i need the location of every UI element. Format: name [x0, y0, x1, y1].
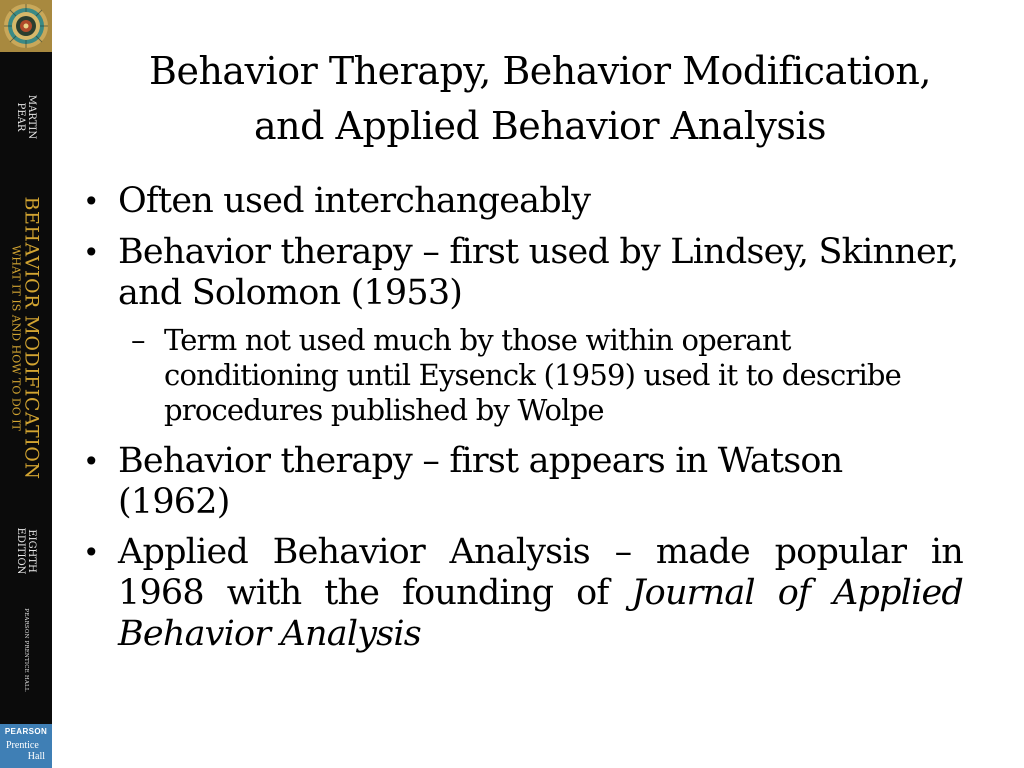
- journal-title: Journal of Applied Behavior Analysis: [118, 573, 963, 654]
- pearson-prentice-hall-logo: [0, 724, 52, 768]
- spine-book-title: BEHAVIOR MODIFICATION: [20, 196, 43, 480]
- book-spine: [0, 0, 52, 768]
- mandala-logo-icon: [0, 0, 52, 52]
- spine-title-group: [11, 197, 42, 480]
- slide-title-line1: Behavior Therapy, Behavior Modification,: [149, 49, 931, 93]
- pearson-imprint-line2: Hall: [27, 751, 45, 762]
- bullet-item: [118, 532, 963, 655]
- spine-publisher: PEARSON PRENTICE HALL: [23, 608, 29, 692]
- spine-author: MARTIN PEAR: [15, 94, 37, 140]
- spine-book-subtitle: WHAT IT IS AND HOW TO DO IT: [9, 245, 23, 431]
- bullet-item: • Behavior therapy – first appears in Watson (1962): [118, 441, 963, 523]
- bullet-item: • Often used interchangeably: [118, 181, 963, 222]
- bullet-text: Applied Behavior Analysis – made popular in 1968 with the founding of: [118, 532, 963, 613]
- slide-title: [56, 44, 1024, 154]
- pearson-imprint-line1: Prentice: [6, 740, 39, 751]
- slide-title-line2: and Applied Behavior Analysis: [254, 104, 826, 148]
- bullet-item: • Behavior therapy – first used by Lindsey, Skinner, and Solomon (1953): [118, 232, 963, 314]
- pearson-brand: PEARSON: [4, 727, 48, 736]
- sub-bullet-item: – Term not used much by those within operant conditioning until Eysenck (1959) used it to describe procedures published by Wolpe: [164, 323, 934, 428]
- spine-edition: EIGHTH EDITION: [15, 527, 37, 575]
